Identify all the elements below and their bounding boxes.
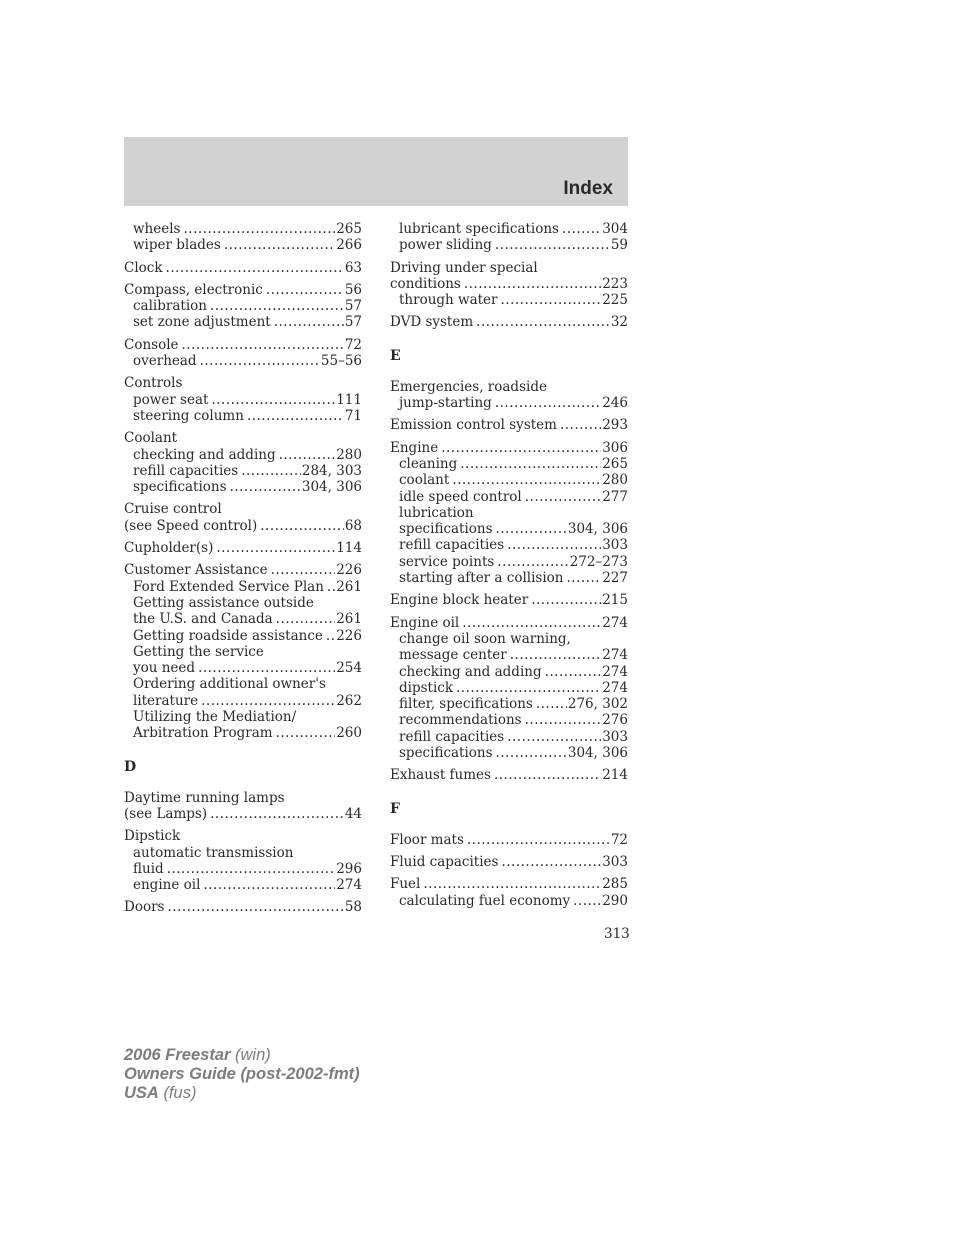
index-term-text: Emission control system <box>390 417 557 434</box>
dot-leader <box>507 729 601 745</box>
dot-leader <box>464 276 601 292</box>
index-subterm <box>390 631 628 647</box>
index-term-text: Engine <box>390 439 439 456</box>
index-term <box>124 337 362 353</box>
dot-leader <box>494 767 601 783</box>
index-term-text: power sliding <box>399 237 492 254</box>
dot-leader <box>545 664 602 680</box>
index-entry <box>124 899 362 915</box>
index-term-text: Engine oil <box>390 614 460 631</box>
index-term-text: Customer Assistance <box>124 562 268 579</box>
index-term-text: calibration <box>133 298 207 315</box>
index-entry <box>124 375 362 424</box>
index-subterm <box>124 644 362 660</box>
page-reference: 246 <box>602 395 628 412</box>
index-term-text: Fluid capacities <box>390 853 499 870</box>
index-term-text: DVD system <box>390 314 474 331</box>
page-reference: 32 <box>610 314 628 331</box>
dot-leader <box>211 392 335 408</box>
page-reference: 44 <box>344 805 362 822</box>
index-entry <box>124 790 362 823</box>
index-term-text: Clock <box>124 259 163 276</box>
page-reference: 214 <box>602 767 628 784</box>
page-reference: 225 <box>602 292 628 309</box>
index-term-text: checking and adding <box>133 446 276 463</box>
index-subterm <box>390 712 628 728</box>
dot-leader <box>271 562 336 578</box>
index-term <box>390 592 628 608</box>
index-term-text: Console <box>124 336 179 353</box>
dot-leader <box>507 537 601 553</box>
index-term-text: specifications <box>399 745 493 762</box>
index-term-text: refill capacities <box>399 537 505 554</box>
footer-line-2 <box>124 1065 360 1084</box>
index-term-text: Coolant <box>124 430 178 447</box>
footer-model-code: (win) <box>235 1046 271 1064</box>
index-entry <box>390 767 628 783</box>
dot-leader <box>260 518 344 534</box>
index-term-text: Compass, electronic <box>124 281 263 298</box>
index-term-text: starting after a collision <box>399 570 564 587</box>
index-subterm <box>124 298 362 314</box>
index-term-text: power seat <box>133 391 209 408</box>
index-term-text: refill capacities <box>133 462 239 479</box>
page-number: 313 <box>604 926 630 942</box>
index-entry <box>390 314 628 330</box>
dot-leader <box>536 696 567 712</box>
index-term-text: you need <box>133 660 196 677</box>
page-reference: 296 <box>336 860 362 877</box>
index-term <box>124 828 362 844</box>
page-reference: 215 <box>602 592 628 609</box>
index-term-text: literature <box>133 692 199 709</box>
page-reference: 285 <box>602 876 628 893</box>
dot-leader <box>224 237 335 253</box>
dot-leader <box>210 806 344 822</box>
page-reference: 284, 303 <box>301 462 362 479</box>
index-entry <box>390 592 628 608</box>
index-term-text: Utilizing the Mediation/ <box>133 709 297 726</box>
index-entry <box>390 615 628 762</box>
index-entry <box>390 221 628 254</box>
dot-leader <box>216 540 335 556</box>
index-subterm <box>124 861 362 877</box>
dot-leader <box>210 298 344 314</box>
index-term-text: Cupholder(s) <box>124 540 214 557</box>
dot-leader <box>501 292 602 308</box>
footer-line-1 <box>124 1046 360 1065</box>
page-reference: 59 <box>610 237 628 254</box>
index-subterm <box>390 893 628 909</box>
dot-leader <box>167 861 336 877</box>
index-term <box>390 854 628 870</box>
index-column-left <box>124 221 362 916</box>
index-term-text: coolant <box>399 472 450 489</box>
index-term-text: checking and adding <box>399 663 542 680</box>
dot-leader <box>276 611 336 627</box>
index-subterm <box>390 537 628 553</box>
dot-leader <box>167 899 343 915</box>
page-reference: 290 <box>602 892 628 909</box>
index-term-text: Engine block heater <box>390 592 529 609</box>
dot-leader <box>327 579 335 595</box>
index-term-text: Getting assistance outside <box>133 594 314 611</box>
index-term-text: Floor mats <box>390 831 464 848</box>
page-reference: 262 <box>336 692 362 709</box>
dot-leader <box>452 472 601 488</box>
page-reference: 223 <box>602 275 628 292</box>
index-term-text: automatic transmission <box>133 844 294 861</box>
dot-leader <box>467 832 610 848</box>
index-term <box>124 562 362 578</box>
index-entry <box>390 440 628 587</box>
index-subterm <box>390 680 628 696</box>
index-term-text: Emergencies, roadside <box>390 378 547 395</box>
index-term-text: overhead <box>133 353 197 370</box>
dot-leader <box>247 408 344 424</box>
index-subterm <box>390 729 628 745</box>
page-reference: 265 <box>602 455 628 472</box>
index-term <box>124 375 362 391</box>
index-entry <box>124 221 362 254</box>
page-title: Index <box>563 178 613 199</box>
index-term <box>124 540 362 556</box>
page-reference: 57 <box>344 314 362 331</box>
dot-leader <box>201 693 335 709</box>
index-term-text: steering column <box>133 407 244 424</box>
index-term <box>390 440 628 456</box>
index-term-text: Daytime running lamps <box>124 789 285 806</box>
footer-model: 2006 Freestar <box>124 1046 231 1064</box>
index-term-text: the U.S. and Canada <box>133 611 273 628</box>
page-reference: 266 <box>336 237 362 254</box>
index-term <box>124 806 362 822</box>
index-column-right <box>390 221 628 909</box>
index-subterm <box>124 408 362 424</box>
index-subterm <box>390 521 628 537</box>
page-reference: 304 <box>602 221 628 237</box>
index-entry <box>390 417 628 433</box>
index-subterm <box>124 221 362 237</box>
page-reference: 280 <box>602 472 628 489</box>
dot-leader <box>203 877 335 893</box>
index-term-text: filter, specifications <box>399 696 533 713</box>
index-subterm <box>390 505 628 521</box>
index-entry <box>124 562 362 741</box>
index-term-text: wheels <box>133 221 181 237</box>
index-term-text: wiper blades <box>133 237 221 254</box>
index-subterm <box>390 745 628 761</box>
dot-leader <box>510 647 601 663</box>
dot-leader <box>497 554 568 570</box>
index-term-text: specifications <box>399 521 493 538</box>
index-term-text: Driving under special <box>390 259 538 276</box>
index-subterm <box>390 472 628 488</box>
dot-leader <box>501 854 601 870</box>
page-reference: 72 <box>344 336 362 353</box>
footer-market: USA <box>124 1084 159 1102</box>
index-term <box>124 501 362 517</box>
index-subterm <box>390 456 628 472</box>
page-reference: 56 <box>344 281 362 298</box>
footer-line-3 <box>124 1084 360 1103</box>
dot-leader <box>496 745 567 761</box>
dot-leader <box>462 615 601 631</box>
index-term-text: Ford Extended Service Plan <box>133 578 324 595</box>
page-reference: 57 <box>344 298 362 315</box>
page-reference: 226 <box>336 627 362 644</box>
dot-leader <box>441 440 601 456</box>
index-subterm <box>124 709 362 725</box>
page-reference: 304, 306 <box>567 521 628 538</box>
index-term <box>390 417 628 433</box>
index-subterm <box>124 463 362 479</box>
dot-leader <box>166 260 344 276</box>
dot-leader <box>230 479 301 495</box>
index-term-text: Doors <box>124 899 165 916</box>
dot-leader <box>566 570 601 586</box>
index-subterm <box>390 696 628 712</box>
dot-leader <box>423 876 601 892</box>
index-entry <box>124 337 362 370</box>
index-term <box>390 260 628 276</box>
index-term-text: engine oil <box>133 877 201 894</box>
dot-leader <box>198 660 335 676</box>
index-term-text: change oil soon warning, <box>399 630 571 647</box>
index-term <box>124 282 362 298</box>
page-reference: 280 <box>336 446 362 463</box>
index-term <box>124 260 362 276</box>
dot-leader <box>274 314 344 330</box>
page-reference: 274 <box>602 679 628 696</box>
index-subterm <box>390 237 628 253</box>
page-reference: 58 <box>344 899 362 916</box>
index-subterm <box>124 447 362 463</box>
index-term <box>390 767 628 783</box>
index-term-text: fluid <box>133 860 164 877</box>
dot-leader <box>562 221 601 237</box>
page-reference: 304, 306 <box>301 479 362 496</box>
page-reference: 72 <box>610 831 628 848</box>
page-reference: 114 <box>336 540 362 557</box>
page-reference: 68 <box>344 517 362 534</box>
index-subterm <box>124 628 362 644</box>
index-term-text: calculating fuel economy <box>399 892 571 909</box>
footer-guide: Owners Guide (post-2002-fmt) <box>124 1065 360 1083</box>
index-term-text: Exhaust fumes <box>390 767 491 784</box>
index-term-text: jump-starting <box>399 395 492 412</box>
index-entry <box>390 379 628 412</box>
index-subterm <box>124 479 362 495</box>
index-term-text: Arbitration Program <box>133 725 273 742</box>
index-subterm <box>124 676 362 692</box>
dot-leader <box>276 725 336 741</box>
page-reference: 303 <box>602 728 628 745</box>
index-term <box>390 314 628 330</box>
section-letter: D <box>124 758 137 775</box>
dot-leader <box>326 628 335 644</box>
dot-leader <box>241 463 301 479</box>
index-subterm <box>390 570 628 586</box>
section-letter: F <box>390 800 400 817</box>
document-footer <box>124 1046 360 1103</box>
index-subterm <box>124 392 362 408</box>
index-term-text: conditions <box>390 275 461 292</box>
page-reference: 63 <box>344 259 362 276</box>
index-subterm <box>390 664 628 680</box>
page-reference: 303 <box>602 537 628 554</box>
index-term <box>390 615 628 631</box>
index-term-text: (see Speed control) <box>124 517 258 534</box>
dot-leader <box>525 712 602 728</box>
index-entry <box>124 282 362 331</box>
index-term <box>124 430 362 446</box>
index-entry <box>390 854 628 870</box>
index-term <box>124 518 362 534</box>
page-reference: 276 <box>602 712 628 729</box>
dot-leader <box>495 395 601 411</box>
index-term-text: cleaning <box>399 455 458 472</box>
dot-leader <box>183 221 335 237</box>
page-reference: 303 <box>602 853 628 870</box>
index-subterm <box>124 237 362 253</box>
dot-leader <box>560 417 601 433</box>
index-subterm <box>124 611 362 627</box>
dot-leader <box>476 314 610 330</box>
index-term-text: message center <box>399 647 507 664</box>
page-reference: 306 <box>602 439 628 456</box>
index-entry <box>124 260 362 276</box>
index-entry <box>390 876 628 909</box>
index-subterm <box>390 489 628 505</box>
index-term-text: recommendations <box>399 712 522 729</box>
page-reference: 274 <box>602 614 628 631</box>
index-term <box>390 832 628 848</box>
index-term-text: Getting roadside assistance <box>133 627 323 644</box>
index-subterm <box>390 221 628 237</box>
index-subterm <box>390 647 628 663</box>
dot-leader <box>460 456 601 472</box>
index-subterm <box>124 877 362 893</box>
dot-leader <box>456 680 601 696</box>
page-reference: 277 <box>602 488 628 505</box>
index-subterm <box>390 292 628 308</box>
index-entry <box>124 540 362 556</box>
index-term-text: refill capacities <box>399 728 505 745</box>
footer-market-code: (fus) <box>163 1084 197 1102</box>
index-term-text: Ordering additional owner's <box>133 676 326 693</box>
index-subterm <box>124 353 362 369</box>
index-term-text: Controls <box>124 375 183 392</box>
dot-leader <box>573 893 601 909</box>
index-term-text: set zone adjustment <box>133 314 271 331</box>
page-reference: 276, 302 <box>567 696 628 713</box>
page-reference: 55–56 <box>320 353 362 370</box>
page-reference: 260 <box>336 725 362 742</box>
index-subterm <box>390 554 628 570</box>
index-term-text: lubrication <box>399 504 474 521</box>
page-reference: 226 <box>336 562 362 579</box>
dot-leader <box>525 489 601 505</box>
index-term-text: lubricant specifications <box>399 221 559 237</box>
page-reference: 272–273 <box>569 553 628 570</box>
index-term-text: service points <box>399 553 495 570</box>
index-subterm <box>124 725 362 741</box>
index-term-text: through water <box>399 292 498 309</box>
index-subterm <box>124 579 362 595</box>
index-entry <box>124 828 362 893</box>
index-term-text: Cruise control <box>124 501 222 518</box>
page-reference: 254 <box>336 660 362 677</box>
index-term <box>390 876 628 892</box>
header-band <box>124 137 628 206</box>
dot-leader <box>182 337 344 353</box>
page-reference: 261 <box>336 578 362 595</box>
dot-leader <box>279 447 336 463</box>
page-reference: 111 <box>336 391 362 408</box>
index-entry <box>124 501 362 534</box>
page-reference: 227 <box>602 570 628 587</box>
index-entry <box>124 430 362 495</box>
dot-leader <box>496 521 567 537</box>
index-term <box>124 899 362 915</box>
page-reference: 274 <box>602 663 628 680</box>
page-reference: 293 <box>602 417 628 434</box>
index-subterm <box>124 845 362 861</box>
index-subterm <box>124 660 362 676</box>
page-reference: 274 <box>602 647 628 664</box>
page-reference: 265 <box>336 221 362 237</box>
page-reference: 304, 306 <box>567 745 628 762</box>
index-term-text: specifications <box>133 479 227 496</box>
page-reference: 274 <box>336 877 362 894</box>
page-reference: 261 <box>336 611 362 628</box>
dot-leader <box>200 353 320 369</box>
index-subterm <box>124 314 362 330</box>
dot-leader <box>266 282 344 298</box>
index-term <box>390 379 628 395</box>
index-term-text: dipstick <box>399 679 454 696</box>
index-term-text: Fuel <box>390 876 421 893</box>
dot-leader <box>531 592 601 608</box>
index-entry <box>390 832 628 848</box>
dot-leader <box>495 237 610 253</box>
index-term-text: Dipstick <box>124 828 181 845</box>
index-term <box>390 276 628 292</box>
index-term-text: idle speed control <box>399 488 522 505</box>
index-term-text: (see Lamps) <box>124 805 208 822</box>
index-term <box>124 790 362 806</box>
index-subterm <box>124 693 362 709</box>
section-letter: E <box>390 347 401 364</box>
index-entry <box>390 260 628 309</box>
index-term-text: Getting the service <box>133 643 264 660</box>
index-subterm <box>124 595 362 611</box>
page-reference: 71 <box>344 407 362 424</box>
index-subterm <box>390 395 628 411</box>
